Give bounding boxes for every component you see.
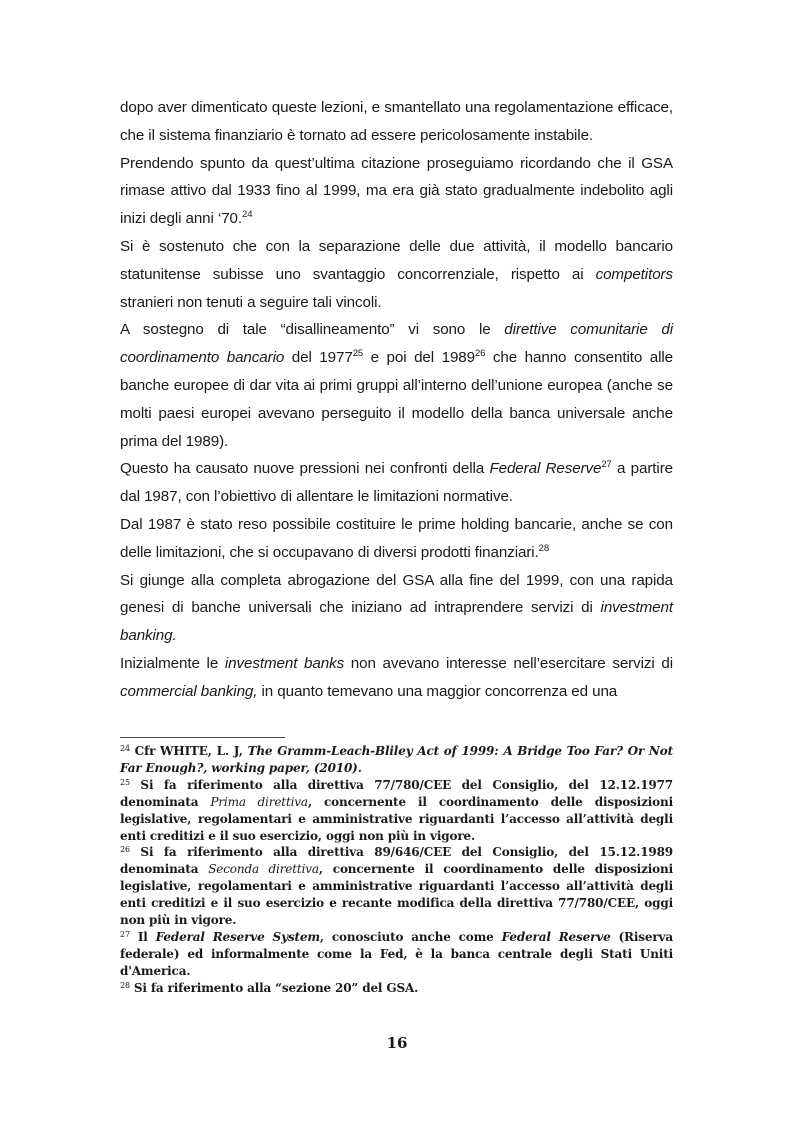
paragraph: Inizialmente le investment banks non avevano interesse nell’esercitare servizi di commercial banking, in quanto temevano una maggior concorrenza ed una (120, 654, 673, 700)
footnote-reference[interactable]: 24 (242, 209, 253, 221)
paragraph: Si giunge alla completa abrogazione del GSA alla fine del 1999, con una rapida genesi di banche universali che iniziano ad intraprendere servizi di investment banking. (120, 571, 673, 645)
footnote-27: $^{27}$ Il Federal Reserve System, conosciuto anche come Federal Reserve (Riserva federale) ed informalmente come la Fed, è la banca centrale degli Stati Uniti d'America. (120, 929, 673, 978)
paragraph: Si è sostenuto che con la separazione delle due attività, il modello bancario statunitense subisse uno svantaggio concorrenziale, rispetto ai competitors stranieri non tenuti a seguire tali vincoli. (120, 237, 673, 311)
footnote-reference[interactable]: 27 (601, 459, 612, 471)
footnote-28: $^{28}$ Si fa riferimento alla “sezione 20” del GSA. (120, 980, 419, 995)
footnote-24: $^{24}$ Cfr WHITE, L. J, The Gramm-Leach-Bliley Act of 1999: A Bridge Too Far? Or Not Far Enough?, working paper, (2010). (120, 744, 673, 775)
paragraph: A sostegno di tale “disallineamento” vi sono le direttive comunitarie di coordinamento bancario del 1977$^{25}$ e poi del 1989$^{26}$ che hanno consentito alle banche europee di dar vita ai primi gruppi all’interno dell’unione europea (anche se molti paesi europei avevano perseguito il modello della banca universale anche prima del 1989). (120, 321, 674, 450)
paragraph: Questo ha causato nuove pressioni nei confronti della Federal Reserve$^{27}$ a partire dal 1987, con l’obiettivo di allentare le limitazioni normative. (120, 459, 673, 506)
paragraph: dopo aver dimenticato queste lezioni, e smantellato una regolamentazione efficace, che il sistema finanziario è tornato ad essere pericolosamente instabile. (120, 99, 673, 144)
footnote-reference[interactable]: 28 (538, 542, 550, 554)
footnote-25: $^{25}$ Si fa riferimento alla direttiva 77/780/CEE del Consiglio, del 12.12.1977 denominata Prima direttiva, concernente il coordinamento delle disposizioni legislative, regolamentari e amministrative riguardanti l’accesso all’attività degli enti creditizi e il suo esercizio, oggi non più in vigore. (120, 777, 673, 843)
footnote-26: $^{26}$ Si fa riferimento alla direttiva 89/646/CEE del Consiglio, del 15.12.1989 denominata Seconda direttiva, concernente il coordinamento delle disposizioni legislative, regolamentari e amministrative riguardanti l’accesso all’attività degli enti creditizi e il suo esercizio e recante modifica della direttiva 77/780/CEE, oggi non più in vigore. (120, 845, 674, 928)
footnote-reference[interactable]: 26 (474, 348, 486, 360)
page-number: 16 (386, 1034, 408, 1052)
paragraph: Prendendo spunto da quest’ultima citazione proseguiamo ricordando che il GSA rimase attivo dal 1933 fino al 1999, ma era già stato gradualmente indebolito agli inizi degli anni ‘70.24 (120, 154, 673, 228)
body-text (120, 94, 673, 706)
footnote-separator (120, 737, 285, 738)
footnotes (120, 743, 673, 997)
footnote-reference[interactable]: 25 (352, 348, 364, 360)
paragraph: Dal 1987 è stato reso possibile costituire le prime holding bancarie, anche se con delle limitazioni, che si occupavano di diversi prodotti finanziari.$^{28}$ (120, 515, 673, 561)
